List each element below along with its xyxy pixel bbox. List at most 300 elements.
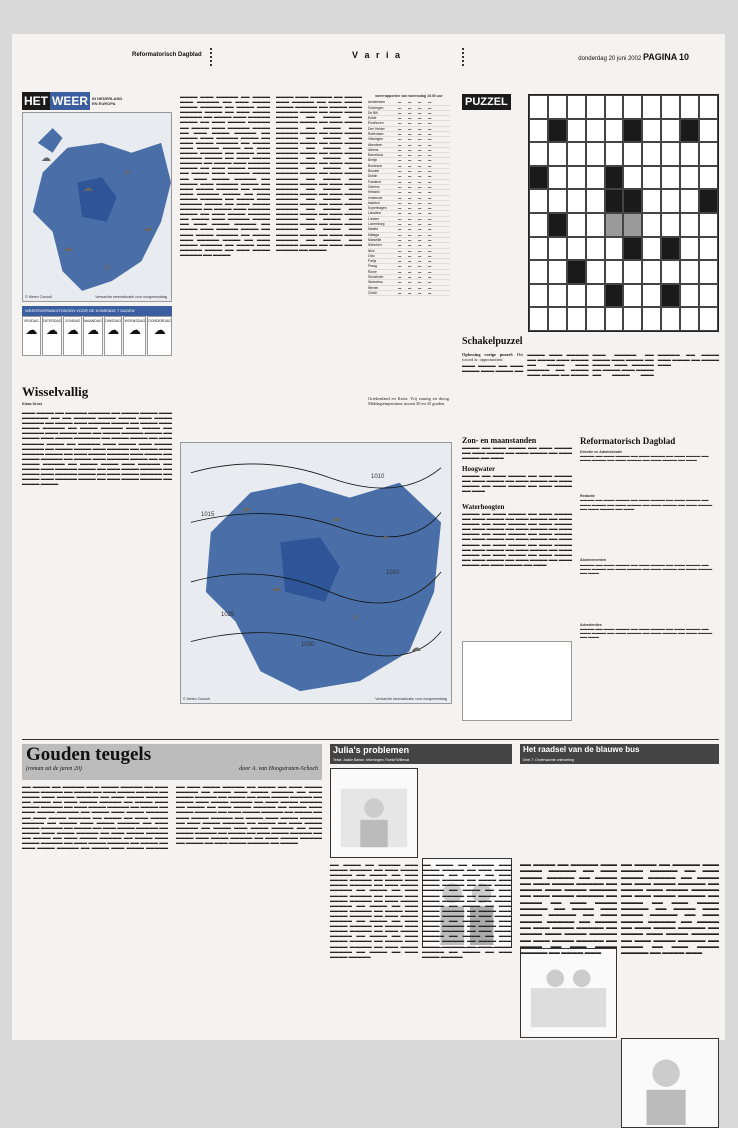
crossword-cell[interactable] [586, 166, 605, 190]
crossword-cell[interactable] [642, 260, 661, 284]
crossword-cell[interactable] [548, 142, 567, 166]
cell-value: ▬ [418, 206, 422, 211]
cell-value: ▬ [428, 131, 432, 136]
crossword-cell[interactable] [680, 95, 699, 119]
cell-value: ▬ [418, 275, 422, 279]
julia-credits: Tekst: Jackie Barton, tekeningen: Roelof Wiltenat [330, 756, 512, 764]
cell-value: ▬ [408, 121, 412, 126]
cell-value: ▬ [428, 280, 432, 285]
crossword-cell[interactable] [605, 284, 624, 308]
cell-value: ▬ [418, 142, 422, 147]
city-name: Parijs [368, 259, 377, 264]
cell-value: ▬ [398, 121, 402, 126]
cell-value: ▬ [398, 211, 402, 216]
forecast-day [22, 316, 41, 356]
cell-value: ▬ [408, 216, 412, 221]
cloud-icon: ☁ [63, 243, 73, 254]
crossword-cell[interactable] [605, 166, 624, 190]
crossword-cell[interactable] [567, 119, 586, 143]
page-header [12, 34, 725, 72]
crossword-cell[interactable] [605, 189, 624, 213]
cloud-icon: ☁ [107, 323, 120, 337]
cell-value: ▬ [398, 163, 402, 168]
crossword-cell[interactable] [567, 189, 586, 213]
cell-value: ▬ [428, 110, 432, 115]
cell-value: ▬ [428, 259, 432, 264]
crossword-cell[interactable] [699, 213, 718, 237]
cell-value: ▬ [408, 211, 412, 216]
crossword-cell[interactable] [548, 189, 567, 213]
cell-value: ▬ [418, 116, 422, 121]
cell-value: ▬ [398, 227, 402, 232]
feuilleton-author: door A. van Hoogstraten-Schoch [239, 766, 318, 772]
forecast-day [42, 316, 63, 356]
cell-value: ▬ [398, 285, 402, 290]
crossword-cell[interactable] [623, 260, 642, 284]
raadsel-header [520, 744, 719, 764]
cell-value: ▬ [398, 105, 402, 110]
cell-value: ▬ [398, 200, 402, 205]
crossword-cell[interactable] [680, 307, 699, 331]
cell-value: ▬ [408, 290, 412, 295]
cell-value: ▬ [398, 179, 402, 184]
crossword-cell[interactable] [699, 166, 718, 190]
cell-value: ▬ [408, 222, 412, 227]
cell-value: ▬ [428, 169, 432, 174]
crossword-cell[interactable] [567, 142, 586, 166]
forecast-day-label: DINSDAG [105, 319, 122, 323]
crossword-cell[interactable] [699, 189, 718, 213]
city-name: Eindhoven [368, 121, 384, 126]
masthead-line: Advertenties [580, 622, 602, 627]
crossword-cell[interactable] [661, 189, 680, 213]
city-name: Zürich [368, 290, 378, 295]
europe-text-col2: ▬▬▬▬ ▬▬▬ ▬▬▬▬▬ ▬▬ ▬▬▬▬ ▬▬▬ ▬▬▬▬▬ ▬▬ ▬▬▬ ▬▬▬▬ ▬▬▬▬ ▬▬▬▬▬ ▬▬ ▬▬▬▬ ▬▬▬ ▬▬▬▬▬ ▬▬▬▬ ▬▬ ▬▬▬ ▬▬▬▬ ▬▬▬▬▬ ▬▬ ▬▬▬▬ ▬▬▬ ▬▬▬▬▬ ▬▬▬▬ ▬▬ ▬▬▬ ▬▬▬▬ ▬▬▬▬▬ ▬▬ ▬▬▬▬ ▬▬▬ ▬▬▬▬▬ ▬▬▬▬ ▬▬ ▬▬▬ ▬▬▬▬ ▬▬▬▬▬ ▬▬ ▬▬▬▬ ▬▬▬ ▬▬▬▬▬ ▬▬▬▬ ▬▬ ▬▬▬ ▬▬▬▬ ▬▬▬▬▬ ▬▬ ▬▬▬▬ ▬▬▬ ▬▬▬▬▬ ▬▬▬▬ ▬▬ ▬▬▬ ▬▬▬▬ ▬▬▬▬▬ ▬▬ ▬▬▬▬ ▬▬▬ ▬▬▬▬▬ ▬▬▬▬ ▬▬ ▬▬▬ ▬▬▬▬ ▬▬▬▬▬ ▬▬ ▬▬▬▬ ▬▬▬ ▬▬▬▬▬ ▬▬▬▬ ▬▬ ▬▬▬ ▬▬▬▬ ▬▬▬▬▬ ▬▬ ▬▬▬▬ ▬▬▬ ▬▬▬▬▬ ▬▬▬▬ ▬▬ ▬▬▬ ▬▬▬▬ ▬▬▬▬▬ ▬▬ ▬▬▬▬ ▬▬▬ ▬▬▬▬▬ ▬▬▬▬ ▬▬ ▬▬▬ ▬▬▬▬ ▬▬▬▬▬ ▬▬ ▬▬▬▬ ▬▬▬ ▬▬▬▬▬ ▬▬▬▬ ▬▬ ▬▬▬ ▬▬▬▬ ▬▬▬▬▬ ▬▬ ▬▬▬▬ ▬▬▬ ▬▬▬▬▬ ▬▬▬▬ ▬▬ ▬▬▬ ▬▬▬▬ ▬▬▬▬▬ ▬▬ ▬▬▬▬ ▬▬▬ ▬▬▬▬▬ ▬▬▬▬ ▬▬ ▬▬▬ ▬▬▬▬ ▬▬▬▬▬ ▬▬ ▬▬▬▬ ▬▬▬ ▬▬▬▬▬ ▬▬▬▬ ▬▬ ▬▬▬ ▬▬▬▬ ▬▬▬▬▬ ▬▬ ▬▬▬▬ ▬▬▬ ▬▬▬▬▬ ▬▬▬▬ ▬▬ ▬▬▬ ▬▬▬▬ ▬▬▬▬▬ ▬▬ ▬▬▬▬ [276, 94, 362, 252]
cell-value: ▬ [418, 264, 422, 269]
crossword-cell[interactable] [586, 142, 605, 166]
crossword-cell[interactable] [661, 95, 680, 119]
forecast-day [123, 316, 146, 356]
cell-value: ▬ [418, 237, 422, 242]
isobar-label: 1030 [301, 642, 315, 648]
cell-value: ▬ [418, 126, 422, 131]
cell-value: ▬ [408, 253, 412, 258]
crossword-cell[interactable] [548, 213, 567, 237]
crossword-cell[interactable] [680, 119, 699, 143]
crossword-cell[interactable] [661, 237, 680, 261]
cell-value: ▬ [418, 232, 422, 237]
city-name: Malaga [368, 232, 379, 237]
crossword-cell[interactable] [548, 119, 567, 143]
crossword-cell[interactable] [548, 237, 567, 261]
crossword-cell[interactable] [680, 166, 699, 190]
crossword-cell[interactable] [548, 307, 567, 331]
cell-value: ▬ [398, 131, 402, 136]
cell-value: ▬ [428, 142, 432, 147]
crossword-cell[interactable] [680, 260, 699, 284]
crossword-cell[interactable] [623, 166, 642, 190]
cell-value: ▬ [398, 275, 402, 279]
cell-value: ▬ [428, 184, 432, 189]
city-name: Praag [368, 264, 377, 269]
crossword-cell[interactable] [529, 237, 548, 261]
feuilleton-header [22, 744, 322, 780]
puzzle-title [462, 92, 522, 108]
cell-value: ▬ [428, 285, 432, 290]
cell-value: ▬ [408, 110, 412, 115]
cloud-icon: ☁ [241, 503, 251, 514]
date-text: donderdag 20 juni 2002 [578, 56, 642, 62]
cell-value: ▬ [408, 116, 412, 121]
crossword-cell[interactable] [699, 260, 718, 284]
cell-value: ▬ [408, 285, 412, 290]
forecast-day [147, 316, 172, 356]
city-name: Stockholm [368, 275, 384, 279]
cell-value: ▬ [418, 216, 422, 221]
masthead-line: Abonnementen [580, 558, 607, 563]
cloud-icon: ☁ [83, 183, 93, 194]
city-name: Rotterdam [368, 131, 384, 136]
cell-value: ▬ [418, 285, 422, 290]
feuilleton-subtitle: (roman uit de jaren 20) [26, 766, 82, 772]
weather-headline: Wisselvallig [22, 384, 89, 399]
city-name: Wenen [368, 285, 379, 290]
crossword-cell[interactable] [586, 237, 605, 261]
cell-value: ▬ [398, 116, 402, 121]
masthead-title: Reformatorisch Dagblad [580, 436, 676, 446]
cell-value: ▬ [408, 126, 412, 131]
cell-value: ▬ [418, 153, 422, 158]
city-name: München [368, 243, 382, 248]
header-divider [210, 48, 212, 66]
crossword-cell[interactable] [680, 142, 699, 166]
seven-day-forecast [22, 306, 172, 376]
cell-value: ▬ [398, 280, 402, 285]
crossword-cell[interactable] [605, 213, 624, 237]
city-name: Berlijn [368, 158, 378, 163]
cell-value: ▬ [408, 158, 412, 163]
masthead-line: Directie en Administratie [580, 450, 623, 454]
city-name: Groningen [368, 105, 384, 110]
crossword-cell[interactable] [642, 284, 661, 308]
crossword-cell[interactable] [567, 284, 586, 308]
weather-table [368, 94, 450, 394]
crossword-cell[interactable] [623, 189, 642, 213]
cell-value: ▬ [408, 269, 412, 274]
cell-value: ▬ [418, 211, 422, 216]
cell-value: ▬ [428, 174, 432, 179]
crossword-cell[interactable] [586, 189, 605, 213]
cloud-icon: ☁ [153, 323, 166, 337]
sun-icon: ☀ [381, 533, 390, 544]
crossword-cell[interactable] [567, 307, 586, 331]
city-name: Barcelona [368, 153, 383, 158]
europe-text-col1: ▬▬▬▬ ▬▬▬ ▬▬▬▬▬ ▬▬ ▬▬▬▬ ▬▬▬ ▬▬▬▬▬ ▬▬ ▬▬▬ ▬▬▬▬ ▬▬▬▬ ▬▬▬▬▬ ▬▬ ▬▬▬▬ ▬▬▬ ▬▬▬▬▬ ▬▬▬▬ ▬▬ ▬▬▬ ▬▬▬▬ ▬▬▬▬▬ ▬▬ ▬▬▬▬ ▬▬▬ ▬▬▬▬▬ ▬▬▬▬ ▬▬ ▬▬▬ ▬▬▬▬ ▬▬▬▬▬ ▬▬ ▬▬▬▬ ▬▬▬ ▬▬▬▬▬ ▬▬▬▬ ▬▬ ▬▬▬ ▬▬▬▬ ▬▬▬▬▬ ▬▬ ▬▬▬▬ ▬▬▬ ▬▬▬▬▬ ▬▬▬▬ ▬▬ ▬▬▬ ▬▬▬▬ ▬▬▬▬▬ ▬▬ ▬▬▬▬ ▬▬▬ ▬▬▬▬▬ ▬▬▬▬ ▬▬ ▬▬▬ ▬▬▬▬ ▬▬▬▬▬ ▬▬ ▬▬▬▬ ▬▬▬ ▬▬▬▬▬ ▬▬▬▬ ▬▬ ▬▬▬ ▬▬▬▬ ▬▬▬▬▬ ▬▬ ▬▬▬▬ ▬▬▬ ▬▬▬▬▬ ▬▬▬▬ ▬▬ ▬▬▬ ▬▬▬▬ ▬▬▬▬▬ ▬▬ ▬▬▬▬ ▬▬▬ ▬▬▬▬▬ ▬▬▬▬ ▬▬ ▬▬▬ ▬▬▬▬ ▬▬▬▬▬ ▬▬ ▬▬▬▬ ▬▬▬ ▬▬▬▬▬ ▬▬▬▬ ▬▬ ▬▬▬ ▬▬▬▬ ▬▬▬▬▬ ▬▬ ▬▬▬▬ ▬▬▬ ▬▬▬▬▬ ▬▬▬▬ ▬▬ ▬▬▬ ▬▬▬▬ ▬▬▬▬▬ ▬▬ ▬▬▬▬ ▬▬▬ ▬▬▬▬▬ ▬▬▬▬ ▬▬ ▬▬▬ ▬▬▬▬ ▬▬▬▬▬ ▬▬ ▬▬▬▬ ▬▬▬ ▬▬▬▬▬ ▬▬▬▬ ▬▬ ▬▬▬ ▬▬▬▬ ▬▬▬▬▬ ▬▬ ▬▬▬▬ ▬▬▬ ▬▬▬▬▬ ▬▬▬▬ ▬▬ ▬▬▬ ▬▬▬▬ ▬▬▬▬▬ ▬▬ ▬▬▬▬ ▬▬▬ ▬▬▬▬▬ ▬▬▬▬ ▬▬ ▬▬▬ ▬▬▬▬ ▬▬▬▬▬ ▬▬ ▬▬▬▬ ▬▬▬ ▬▬▬▬▬ ▬▬▬▬ ▬▬ ▬▬▬ ▬▬▬▬ ▬▬▬▬▬ ▬▬ ▬▬▬▬ ▬▬▬ ▬▬▬▬▬ ▬▬▬▬ ▬▬ ▬▬▬ ▬▬▬▬ ▬▬▬▬▬ ▬▬ ▬▬▬▬ [180, 94, 270, 257]
julia-text-2: ▬▬ ▬▬▬▬ ▬▬ ▬▬▬▬▬ ▬▬▬ ▬▬▬▬ ▬▬▬▬▬ ▬▬ ▬▬▬ ▬▬▬▬ ▬▬▬▬▬ ▬▬ ▬▬▬▬ ▬▬ ▬▬▬ ▬▬▬▬ ▬▬▬▬▬ ▬▬ ▬▬▬▬ ▬▬▬ ▬▬▬▬ ▬▬▬▬▬ ▬▬ ▬▬▬ ▬▬▬▬ ▬▬▬▬▬ ▬▬ ▬▬▬▬ ▬▬ ▬▬▬ ▬▬▬▬ ▬▬▬▬▬ ▬▬ ▬▬▬▬ ▬▬▬ ▬▬▬▬ ▬▬▬▬▬ ▬▬ ▬▬▬ ▬▬▬▬ ▬▬▬▬▬ ▬▬ ▬▬▬▬ ▬▬ ▬▬▬ ▬▬▬▬ ▬▬▬▬▬ ▬▬ ▬▬▬▬ ▬▬▬ ▬▬▬▬ ▬▬▬▬▬ ▬▬ ▬▬▬ ▬▬▬▬ ▬▬▬▬▬ ▬▬ ▬▬▬▬ ▬▬ ▬▬▬ ▬▬▬▬ ▬▬▬▬▬ ▬▬ ▬▬▬▬ ▬▬▬ ▬▬▬▬ ▬▬▬▬▬ ▬▬ ▬▬▬ ▬▬▬▬ ▬▬▬▬▬ ▬▬ ▬▬▬▬ ▬▬ ▬▬▬ ▬▬▬▬ ▬▬▬▬▬ ▬▬ ▬▬▬▬ ▬▬▬ ▬▬▬▬ ▬▬▬▬▬ ▬▬ ▬▬▬ ▬▬▬▬ ▬▬▬▬▬ ▬▬ ▬▬▬▬ ▬▬ ▬▬▬ ▬▬▬▬ ▬▬▬▬▬ [422, 862, 512, 959]
cell-value: ▬ [398, 206, 402, 211]
cell-value: ▬ [428, 227, 432, 232]
cell-value: ▬ [398, 100, 402, 105]
cell-value: ▬ [428, 200, 432, 205]
crossword-cell[interactable] [642, 142, 661, 166]
forecast-day-label: ZONDAG [65, 319, 81, 323]
weather-legend [462, 641, 572, 721]
crossword-cell[interactable] [642, 166, 661, 190]
cell-value: ▬ [398, 142, 402, 147]
cell-value: ▬ [418, 158, 422, 163]
crossword-cell[interactable] [605, 95, 624, 119]
page-number: 10 [678, 52, 689, 62]
cell-value: ▬ [398, 137, 402, 142]
crossword-cell[interactable] [623, 95, 642, 119]
city-name: Eelde [368, 116, 377, 121]
cloud-icon: ☁ [66, 323, 79, 337]
cloud-icon: ☁ [143, 223, 153, 234]
cell-value: ▬ [398, 126, 402, 131]
puzzle-title-text: PUZZEL [462, 94, 511, 110]
crossword-cell[interactable] [680, 213, 699, 237]
header-date [578, 52, 689, 62]
big-map-caption: Verwachte weerssituatie voor morgenmiddag [375, 696, 447, 701]
crossword-cell[interactable] [567, 95, 586, 119]
weather-caption-right: Griekenland en Kreta: Vrij zonnig en droog. Middagtemperatuur tussen 30 en 35 graden. [368, 396, 450, 407]
cell-value: ▬ [428, 232, 432, 237]
city-name: Istanbul [368, 200, 380, 205]
raadsel-credits: Deel 7: Onverwachte ontmoeting [520, 756, 719, 764]
crossword-cell[interactable] [642, 307, 661, 331]
feuilleton-title: Gouden teugels [26, 744, 152, 765]
forecast-day-label: VRIJDAG [23, 319, 39, 323]
cell-value: ▬ [398, 269, 402, 274]
cell-value: ▬ [418, 259, 422, 264]
city-name: Den Helder [368, 126, 385, 131]
big-map-credit: © Meteo Consult [183, 696, 210, 701]
cell-value: ▬ [398, 216, 402, 221]
weather-byline: Klaas Drost [22, 402, 42, 406]
cell-value: ▬ [428, 105, 432, 110]
cell-value: ▬ [408, 105, 412, 110]
cell-value: ▬ [418, 248, 422, 253]
map-caption: Verwachte weerssituatie voor morgenmiddag [95, 294, 167, 299]
crossword-cell[interactable] [623, 237, 642, 261]
crossword-cell[interactable] [586, 284, 605, 308]
cell-value: ▬ [418, 190, 422, 195]
cloud-icon: ☁ [86, 323, 99, 337]
crossword-cell[interactable] [699, 142, 718, 166]
cell-value: ▬ [418, 280, 422, 285]
crossword-cell[interactable] [529, 95, 548, 119]
cell-value: ▬ [428, 269, 432, 274]
city-name: Warschau [368, 280, 383, 285]
crossword-cell[interactable] [567, 166, 586, 190]
city-name: Aberdeen [368, 142, 383, 147]
cell-value: ▬ [398, 290, 402, 295]
crossword-cell[interactable] [548, 284, 567, 308]
city-name: Genève [368, 184, 380, 189]
crossword-cell[interactable] [661, 284, 680, 308]
crossword-cell[interactable] [699, 95, 718, 119]
forecast-day [104, 316, 123, 356]
crossword-cell[interactable] [605, 307, 624, 331]
crossword-cell[interactable] [699, 307, 718, 331]
crossword-cell[interactable] [642, 95, 661, 119]
cell-value: ▬ [408, 190, 412, 195]
cell-value: ▬ [398, 195, 402, 200]
sun-icon: ☀ [351, 613, 360, 624]
crossword-cell[interactable] [586, 307, 605, 331]
puzzle-clues: Oplossing vorige puzzel: Het woord is: opportuniteit. ▬▬▬ ▬▬▬▬ ▬▬ ▬▬▬ ▬▬▬▬ ▬▬▬ ▬▬▬▬ ▬▬ ▬▬▬▬ ▬▬▬ ▬▬▬▬▬ ▬▬ ▬▬▬▬ ▬▬▬ ▬▬▬▬ ▬▬ ▬▬▬▬ ▬▬▬ ▬▬▬▬▬ ▬▬ ▬▬▬▬ ▬▬▬ ▬▬▬▬ ▬▬ ▬▬▬▬ ▬▬▬ ▬▬▬▬▬ ▬▬ ▬▬▬▬ ▬▬▬ ▬▬▬▬ ▬▬ ▬▬▬▬ ▬▬▬ ▬▬▬▬▬ ▬▬ ▬▬▬▬ ▬▬▬ ▬▬▬▬ ▬▬ ▬▬▬▬ ▬▬▬ ▬▬▬▬▬ ▬▬ ▬▬▬▬ ▬▬▬ ▬▬▬▬ ▬▬ ▬▬▬▬ ▬▬▬ [462, 352, 719, 378]
city-name: Londen [368, 216, 380, 221]
cell-value: ▬ [398, 248, 402, 253]
crossword-cell[interactable] [623, 119, 642, 143]
crossword-cell[interactable] [548, 166, 567, 190]
cell-value: ▬ [428, 126, 432, 131]
cell-value: ▬ [428, 116, 432, 121]
cell-value: ▬ [408, 264, 412, 269]
cell-value: ▬ [418, 100, 422, 105]
crossword-cell[interactable] [661, 213, 680, 237]
crossword-cell[interactable] [642, 189, 661, 213]
forecast-day [63, 316, 82, 356]
crossword-cell[interactable] [586, 260, 605, 284]
cell-value: ▬ [418, 174, 422, 179]
cloud-icon: ☁ [411, 643, 421, 654]
city-name: Dublin [368, 174, 378, 179]
cell-value: ▬ [408, 153, 412, 158]
cell-value: ▬ [398, 110, 402, 115]
crossword-cell[interactable] [529, 284, 548, 308]
cell-value: ▬ [428, 153, 432, 158]
city-name: Helsinki [368, 190, 380, 195]
crossword-cell[interactable] [661, 166, 680, 190]
cloud-icon: ☀ [103, 263, 112, 274]
crossword-cell[interactable] [699, 284, 718, 308]
crossword-cell[interactable] [567, 237, 586, 261]
city-name: Brussel [368, 169, 379, 174]
city-name: Amsterdam [368, 100, 385, 105]
crossword-cell[interactable] [567, 260, 586, 284]
crossword-cell[interactable] [680, 237, 699, 261]
city-name: Kopenhagen [368, 206, 387, 211]
cell-value: ▬ [408, 147, 412, 152]
crossword-cell[interactable] [529, 260, 548, 284]
cell-value: ▬ [428, 222, 432, 227]
weather-table-rows [368, 100, 450, 296]
julia-title: Julia's problemen [330, 744, 512, 756]
crossword-cell[interactable] [680, 284, 699, 308]
cell-value: ▬ [398, 184, 402, 189]
cell-value: ▬ [428, 195, 432, 200]
waterhoogten-title: Waterhoogten [462, 503, 505, 511]
crossword-cell[interactable] [661, 142, 680, 166]
isobar-label: 1010 [371, 474, 385, 480]
crossword-cell[interactable] [529, 166, 548, 190]
forecast-day-label: WOENSDAG [124, 319, 146, 323]
europe-map-large-drawing [181, 443, 451, 703]
weather-table-title: weerrapporten van woensdag 19.00 uur [375, 94, 443, 98]
crossword-cell[interactable] [529, 307, 548, 331]
crossword-cell[interactable] [623, 307, 642, 331]
isobar-label: 1020 [386, 570, 400, 576]
crossword-cell[interactable] [623, 142, 642, 166]
cell-value: ▬ [408, 243, 412, 248]
feuilleton-text: ▬▬ ▬▬▬▬ ▬▬ ▬▬▬▬▬ ▬▬▬ ▬▬▬▬ ▬▬▬▬▬ ▬▬ ▬▬▬ ▬▬▬▬ ▬▬▬▬▬ ▬▬ ▬▬▬▬ ▬▬ ▬▬▬ ▬▬▬▬ ▬▬▬▬▬ ▬▬ ▬▬▬▬ ▬▬▬ ▬▬▬▬ ▬▬▬▬▬ ▬▬ ▬▬▬ ▬▬▬▬ ▬▬▬▬▬ ▬▬ ▬▬▬▬ ▬▬ ▬▬▬ ▬▬▬▬ ▬▬▬▬▬ ▬▬ ▬▬▬▬ ▬▬▬ ▬▬▬▬ ▬▬▬▬▬ ▬▬ ▬▬▬ ▬▬▬▬ ▬▬▬▬▬ ▬▬ ▬▬▬▬ ▬▬ ▬▬▬ ▬▬▬▬ ▬▬▬▬▬ ▬▬ ▬▬▬▬ ▬▬▬ ▬▬▬▬ ▬▬▬▬▬ ▬▬ ▬▬▬ ▬▬▬▬ ▬▬▬▬▬ ▬▬ ▬▬▬▬ ▬▬ ▬▬▬ ▬▬▬▬ ▬▬▬▬▬ ▬▬ ▬▬▬▬ ▬▬▬ ▬▬▬▬ ▬▬▬▬▬ ▬▬ ▬▬▬ ▬▬▬▬ ▬▬▬▬▬ ▬▬ ▬▬▬▬ ▬▬ ▬▬▬ ▬▬▬▬ ▬▬▬▬▬ ▬▬ ▬▬▬▬ ▬▬▬ ▬▬▬▬ ▬▬▬▬▬ ▬▬ ▬▬▬ ▬▬▬▬ ▬▬▬▬▬ ▬▬ ▬▬▬▬ ▬▬ ▬▬▬ ▬▬▬▬ ▬▬▬▬▬ ▬▬ ▬▬▬▬ ▬▬▬ ▬▬▬▬ ▬▬▬▬▬ ▬▬ ▬▬▬ ▬▬▬▬ ▬▬▬▬▬ ▬▬ ▬▬▬▬ ▬▬ ▬▬▬ ▬▬▬▬ ▬▬▬▬▬ ▬▬ ▬▬▬▬ ▬▬▬ ▬▬▬▬ ▬▬▬▬▬ ▬▬ ▬▬▬ ▬▬▬▬ ▬▬▬▬▬ ▬▬ ▬▬▬▬ ▬▬ ▬▬▬ ▬▬▬▬ ▬▬▬▬▬ ▬▬ ▬▬▬▬ ▬▬▬ ▬▬▬▬ ▬▬▬▬▬ ▬▬ ▬▬▬ ▬▬▬▬ ▬▬▬▬▬ ▬▬ ▬▬▬▬ ▬▬ ▬▬▬ ▬▬▬▬ ▬▬▬▬▬ ▬▬ ▬▬▬▬ ▬▬▬ ▬▬▬▬ ▬▬▬▬▬ ▬▬ ▬▬▬ ▬▬▬▬ ▬▬▬▬▬ ▬▬ ▬▬▬▬ ▬▬ ▬▬▬ ▬▬▬▬ ▬▬▬▬▬ ▬▬ ▬▬▬▬ ▬▬▬ ▬▬▬▬ ▬▬▬▬▬ ▬▬ ▬▬▬ ▬▬▬▬ ▬▬▬▬▬ ▬▬ ▬▬▬▬ ▬▬ ▬▬▬ ▬▬▬▬ ▬▬▬▬▬ ▬▬ ▬▬▬▬ ▬▬▬ ▬▬▬▬ ▬▬▬▬▬ ▬▬ ▬▬▬ ▬▬▬▬ ▬▬▬▬▬ ▬▬ ▬▬▬▬ ▬▬ ▬▬▬ ▬▬▬▬ ▬▬▬▬▬ ▬▬ ▬▬▬▬ ▬▬▬ ▬▬▬▬ ▬▬▬▬▬ ▬▬ ▬▬▬ ▬▬▬▬ ▬▬▬▬▬ ▬▬ ▬▬▬▬ ▬▬ ▬▬▬ ▬▬▬▬ ▬▬▬▬▬ ▬▬ ▬▬▬▬ ▬▬▬ ▬▬▬▬ ▬▬▬▬▬ ▬▬ ▬▬▬ ▬▬▬▬ ▬▬▬▬▬ ▬▬ ▬▬▬▬ ▬▬ ▬▬▬ ▬▬▬▬ ▬▬▬▬▬ ▬▬ ▬▬▬▬ [22, 784, 322, 851]
crossword-cell[interactable] [623, 213, 642, 237]
cell-value: ▬ [418, 200, 422, 205]
cell-value: ▬ [418, 169, 422, 174]
city-name: Vlissingen [368, 137, 384, 142]
crossword-cell[interactable] [661, 260, 680, 284]
crossword-cell[interactable] [642, 213, 661, 237]
crossword-cell[interactable] [680, 189, 699, 213]
cell-value: ▬ [398, 222, 402, 227]
section-divider [22, 739, 719, 740]
crossword-cell[interactable] [605, 119, 624, 143]
crossword-cell[interactable] [586, 213, 605, 237]
sun-title: Zon- en maanstanden [462, 436, 537, 445]
city-name: Frankfurt [368, 179, 382, 184]
crossword-cell[interactable] [661, 307, 680, 331]
cell-value: ▬ [428, 121, 432, 126]
cell-value: ▬ [428, 206, 432, 211]
cell-value: ▬ [418, 269, 422, 274]
cell-value: ▬ [398, 174, 402, 179]
cell-value: ▬ [398, 190, 402, 195]
europe-map-drawing [23, 113, 171, 301]
crossword-cell[interactable] [567, 213, 586, 237]
city-name: De Bilt [368, 110, 378, 115]
crossword-cell[interactable] [642, 237, 661, 261]
raadsel-title: Het raadsel van de blauwe bus [520, 744, 719, 756]
map-credit: © Meteo Consult [25, 294, 52, 299]
cell-value: ▬ [428, 264, 432, 269]
crossword-cell[interactable] [548, 260, 567, 284]
cell-value: ▬ [408, 275, 412, 279]
cell-value: ▬ [408, 280, 412, 285]
cell-value: ▬ [398, 264, 402, 269]
crossword-cell[interactable] [529, 213, 548, 237]
cell-value: ▬ [408, 174, 412, 179]
masthead: Reformatorisch Dagblad Directie en Administratie ▬▬▬▬ ▬▬ ▬▬▬ ▬▬▬▬ ▬▬ ▬▬▬ ▬▬▬▬ ▬▬ ▬▬▬ ▬▬▬▬ ▬▬ ▬▬▬ ▬▬▬▬ ▬▬ ▬▬▬ ▬▬▬▬ ▬▬ ▬▬▬ ▬▬▬▬ ▬▬ ▬▬▬ Redactie ▬▬▬▬ ▬▬ ▬▬▬ ▬▬▬▬ ▬▬ ▬▬▬ ▬▬▬▬ ▬▬ ▬▬▬ ▬▬▬▬ ▬▬ ▬▬▬ ▬▬▬▬ ▬▬ ▬▬▬ ▬▬▬▬ ▬▬ ▬▬▬ ▬▬▬▬ ▬▬ ▬▬▬ ▬▬▬▬ ▬▬ ▬▬▬ ▬▬▬▬ ▬▬ ▬▬▬ Abonnementen ▬▬▬▬ ▬▬ ▬▬▬ ▬▬▬▬ ▬▬ ▬▬▬ ▬▬▬▬ ▬▬ ▬▬▬ ▬▬▬▬ ▬▬ ▬▬▬ ▬▬▬▬ ▬▬ ▬▬▬ ▬▬▬▬ ▬▬ ▬▬▬ ▬▬▬▬ ▬▬ ▬▬▬ ▬▬▬▬ ▬▬ ▬▬▬ Advertenties ▬▬▬▬ ▬▬ ▬▬▬ ▬▬▬▬ ▬▬ ▬▬▬ ▬▬▬▬ ▬▬ ▬▬▬ ▬▬▬▬ ▬▬ ▬▬▬ ▬▬▬▬ ▬▬ ▬▬▬ ▬▬▬▬ ▬▬ ▬▬▬ ▬▬▬▬ ▬▬ ▬▬▬ ▬▬▬▬ ▬▬ ▬▬▬ [580, 436, 720, 736]
crossword-cell[interactable] [548, 95, 567, 119]
crossword-cell[interactable] [529, 189, 548, 213]
crossword-cell[interactable] [605, 142, 624, 166]
crossword-cell[interactable] [529, 119, 548, 143]
cell-value: ▬ [418, 147, 422, 152]
crossword-cell[interactable] [623, 284, 642, 308]
crossword-cell[interactable] [642, 119, 661, 143]
cell-value: ▬ [408, 179, 412, 184]
cell-value: ▬ [428, 179, 432, 184]
crossword-cell[interactable] [586, 119, 605, 143]
weather-table-row [368, 291, 450, 296]
crossword-cell[interactable] [529, 142, 548, 166]
crossword-cell[interactable] [661, 119, 680, 143]
crossword-cell[interactable] [699, 237, 718, 261]
crossword-cell[interactable] [586, 95, 605, 119]
crossword-cell[interactable] [605, 237, 624, 261]
crossword-cell[interactable] [699, 119, 718, 143]
cell-value: ▬ [418, 121, 422, 126]
city-name: Lissabon [368, 211, 382, 216]
crossword-cell[interactable] [605, 260, 624, 284]
cloud-icon: ☁ [331, 513, 341, 524]
cell-value: ▬ [398, 158, 402, 163]
cell-value: ▬ [418, 131, 422, 136]
cell-value: ▬ [428, 190, 432, 195]
city-name: Oslo [368, 253, 375, 258]
page-label: PAGINA [642, 52, 678, 62]
